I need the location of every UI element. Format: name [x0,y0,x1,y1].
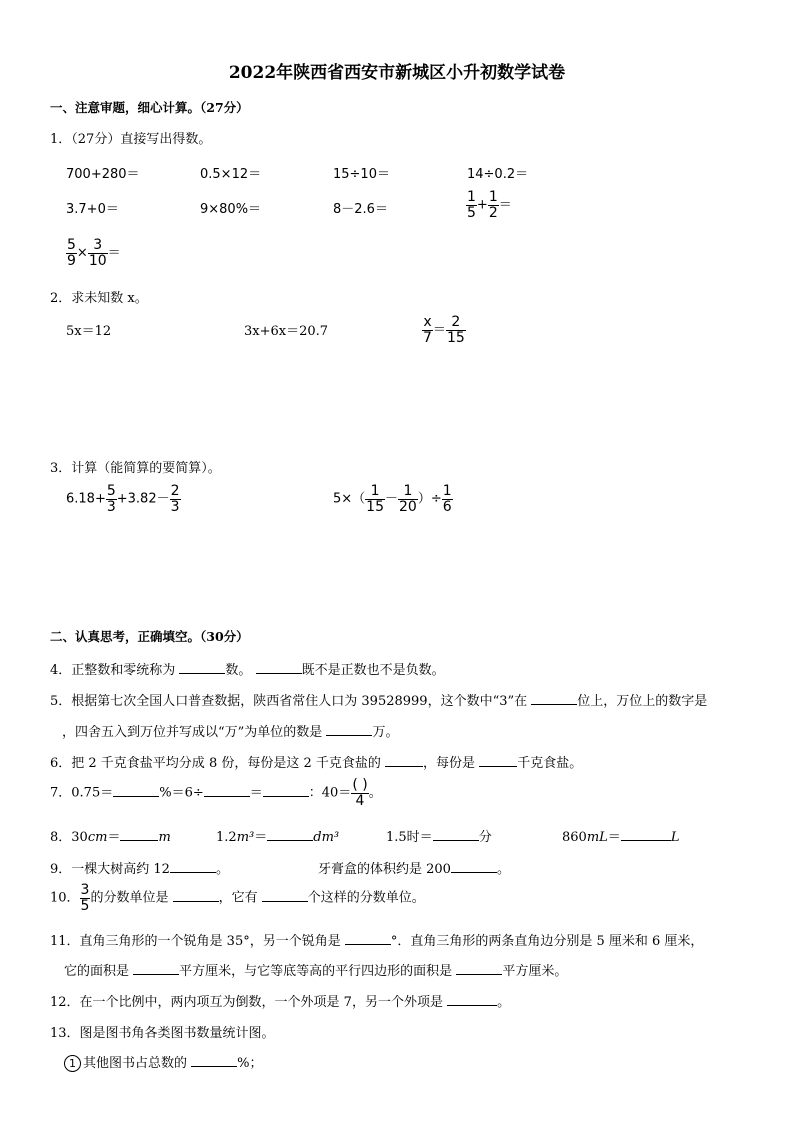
q10 [50,883,425,913]
circled-number: 1 [64,1055,81,1072]
q1-item: 0.5×12＝ [200,167,262,182]
q10-text: ，它有 [218,890,258,906]
q5-text: 位上，万位上的数字是 [577,694,708,709]
denominator: 3 [106,498,116,515]
q8-part-2 [216,826,339,845]
q8-text: ＝ [254,830,268,845]
q8-text: 分 [478,830,492,845]
unit: m [158,830,171,845]
q8-part-3 [386,826,492,845]
q13-sub-1 [64,1052,263,1072]
q1-fraction-item [466,190,512,220]
q2-stem: 2．求未知数 x。 [50,291,148,306]
denominator: 2 [488,204,498,221]
answer-blank[interactable] [479,754,517,767]
section-2-heading: 二、认真思考，正确填空。（30分） [50,629,249,644]
q7-text: 7．0.75＝ [50,785,114,801]
q1-fraction-item [66,238,121,268]
q7-text: ＝ [249,785,263,801]
q9-part-1 [50,858,229,877]
denominator: 6 [442,498,452,515]
q3-calc-1 [66,484,181,514]
equals: ＝ [107,245,121,261]
q8-text: 1.2 [216,830,237,845]
q1-stem: 1．（27分）直接写出得数。 [50,132,212,147]
answer-blank[interactable] [256,661,302,674]
q12 [50,991,510,1010]
q11-line2 [64,960,567,979]
answer-blank[interactable] [262,889,308,902]
answer-blank[interactable] [385,754,423,767]
numerator: 3 [80,882,90,898]
answer-blank[interactable] [447,993,497,1006]
answer-blank[interactable] [326,723,372,736]
q8-text: 1.5时＝ [386,830,433,845]
unit: dm³ [313,830,340,845]
q4-text: 4．正整数和零统称为 [50,663,176,678]
q1-item: 9×80%＝ [200,202,262,217]
q4-text: 数。 [225,663,252,678]
q2-equation: 3x+6x＝20.7 [244,324,329,339]
q13-stem: 13．图是图书角各类图书数量统计图。 [50,1026,275,1041]
denominator: 7 [423,329,432,346]
q13-text: 其他图书占总数的 [83,1056,188,1071]
calc-text: － [385,491,399,507]
numerator: 1 [398,484,418,500]
q6-text: 6．把 2 千克食盐平均分成 8 份，每份是这 2 千克食盐的 [50,756,381,771]
q3-calc-2 [333,484,453,514]
q9-text: 。 [496,862,510,877]
page-title: 2022年陕西省西安市新城区小升初数学试卷 [228,63,566,83]
answer-blank[interactable] [433,828,479,841]
denominator: 5 [467,204,476,221]
q12-text: 。 [497,995,511,1010]
operator: + [476,197,488,213]
q8-text: ＝ [607,830,621,845]
denominator: 20 [399,498,417,515]
answer-blank[interactable] [170,860,216,873]
denominator: 15 [446,329,465,346]
q1-item: 3.7+0＝ [66,202,119,217]
q8-part-4 [562,826,679,845]
q1-item: 15÷10＝ [333,167,390,182]
q9-text: 。 [215,862,229,877]
q7-text: %＝6÷ [159,785,204,801]
q9-part-2 [318,858,510,877]
q11-text: 它的面积是 [64,964,130,979]
answer-blank[interactable] [133,962,179,975]
q5-text: 5．根据第七次全国人口普查数据，陕西省常住人口为 39528999，这个数中“3”在 [50,694,528,709]
calc-text: 5×（ [333,491,366,507]
answer-blank[interactable] [120,828,158,841]
q9-text: 牙膏盒的体积约是 200 [318,862,451,877]
q10-text: 10． [50,890,80,906]
denominator: 9 [67,252,76,269]
calc-text: +3.82－ [116,491,170,507]
numerator: 3 [88,238,108,254]
numerator: 1 [488,189,498,205]
unit: cm [87,830,108,845]
q9-text: 9．一棵大树高约 12 [50,862,170,877]
q11-text: 11．直角三角形的一个锐角是 35°，另一个锐角是 [50,934,341,949]
answer-blank[interactable] [179,661,225,674]
answer-blank[interactable] [621,828,671,841]
q11-text: 平方厘米，与它等底等高的平行四边形的面积是 [179,964,453,979]
denominator: 15 [366,498,384,515]
q6 [50,752,582,771]
answer-blank[interactable] [173,889,219,902]
q11-line1 [50,930,703,949]
q5-text: 万。 [372,725,399,740]
q2-equation-fraction [422,315,466,345]
numerator: 5 [106,483,116,499]
denominator: 5 [80,897,90,914]
calc-text: ）÷ [417,491,442,507]
answer-blank[interactable] [191,1054,237,1067]
answer-blank[interactable] [263,784,309,797]
q5-line2 [62,721,398,740]
q11-text: 平方厘米。 [502,964,568,979]
q8-part-1 [50,826,171,845]
q4 [50,659,445,678]
section-1-heading: 一、注意审题，细心计算。（27分） [50,100,249,115]
q12-text: 12．在一个比例中，两内项互为倒数，一个外项是 7，另一个外项是 [50,995,443,1010]
answer-blank[interactable] [451,860,497,873]
operator: × [76,245,88,261]
q1-item: 8－2.6＝ [333,202,388,217]
numerator: x [423,314,432,330]
q10-text: 的分数单位是 [90,890,169,906]
answer-blank[interactable] [204,784,250,797]
answer-blank[interactable] [456,962,502,975]
q1-item: 700+280＝ [66,167,140,182]
q2-equation: 5x＝12 [66,324,112,339]
answer-blank[interactable] [531,692,577,705]
q7-text: ：40＝ [308,785,352,801]
q11-text: °．直角三角形的两条直角边分别是 5 厘米和 6 厘米， [390,934,704,949]
q10-text: 个这样的分数单位。 [307,890,425,906]
q3-stem: 3．计算（能简算的要简算）。 [50,461,221,476]
denominator: 4 [355,792,365,809]
q5-line1 [50,690,707,709]
unit: m³ [236,830,255,845]
q4-text: 既不是正数也不是负数。 [301,663,445,678]
numerator: 1 [467,189,476,205]
q5-text: ，四舍五入到万位并写成以“万”为单位的数是 [62,725,323,740]
numerator: 1 [442,483,452,499]
q7 [50,778,382,808]
equals: ＝ [498,197,512,213]
answer-blank[interactable] [113,784,159,797]
numerator: 2 [446,315,466,331]
unit: L [670,830,680,845]
denominator: 3 [170,498,180,515]
q13-text: %； [237,1056,263,1071]
numerator: 5 [67,237,76,253]
answer-blank[interactable] [267,828,313,841]
q8-text: ＝ [107,830,121,845]
denominator: 10 [88,252,107,269]
q6-text: 千克食盐。 [517,756,583,771]
q8-text: 860 [562,830,587,845]
q8-text: 8．30 [50,830,88,845]
numerator: 2 [170,483,180,499]
answer-blank[interactable] [345,932,391,945]
numerator: ( ) [352,777,368,793]
equals: ＝ [432,322,446,338]
numerator: 1 [365,484,385,500]
q1-item: 14÷0.2＝ [467,167,529,182]
calc-text: 6.18+ [66,491,106,507]
unit: mL [586,830,608,845]
q7-text: 。 [368,785,382,801]
q6-text: ，每份是 [423,756,476,771]
